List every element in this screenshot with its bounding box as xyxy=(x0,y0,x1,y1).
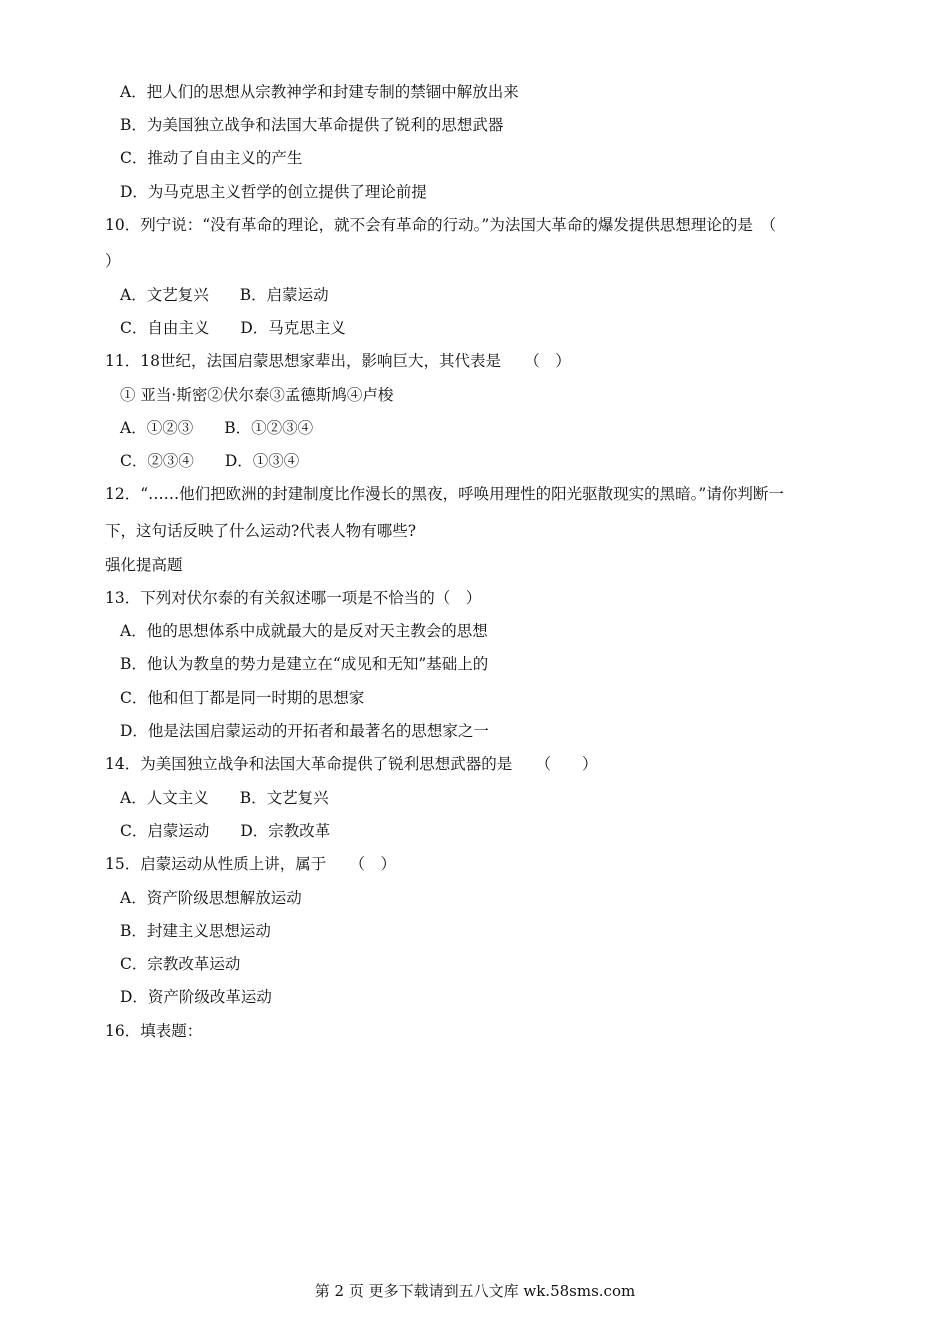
q13-option-d: D．他是法国启蒙运动的开拓者和最著名的思想家之一 xyxy=(120,722,489,740)
q9-option-c: C．推动了自由主义的产生 xyxy=(120,149,303,167)
q15-option-c: C．宗教改革运动 xyxy=(120,955,241,973)
q10-options-row2: C．自由主义 D．马克思主义 xyxy=(120,319,346,337)
section-heading: 强化提高题 xyxy=(105,556,183,574)
q13-option-a: A．他的思想体系中成就最大的是反对天主教会的思想 xyxy=(120,622,488,640)
q15-option-d: D．资产阶级改革运动 xyxy=(120,988,272,1006)
q9-option-d: D．为马克思主义哲学的创立提供了理论前提 xyxy=(120,183,427,201)
q14-options-row2: C．启蒙运动 D．宗教改革 xyxy=(120,822,331,840)
q11-options-row2: C．②③④ D．①③④ xyxy=(120,452,300,470)
q10-stem-line1: 10．列宁说：“没有革命的理论，就不会有革命的行动。”为法国大革命的爆发提供思想理论的是 （ xyxy=(105,216,777,234)
q10-options-row1: A．文艺复兴 B．启蒙运动 xyxy=(120,286,329,304)
q14-stem: 14．为美国独立战争和法国大革命提供了锐利思想武器的是 （ ） xyxy=(105,755,598,773)
q13-stem: 13．下列对伏尔泰的有关叙述哪一项是不恰当的（ ） xyxy=(105,589,482,607)
q15-stem: 15．启蒙运动从性质上讲，属于 （ ） xyxy=(105,855,396,873)
q11-options-row1: A．①②③ B．①②③④ xyxy=(120,419,314,437)
q15-option-b: B．封建主义思想运动 xyxy=(120,922,271,940)
q11-items: ① 亚当·斯密②伏尔泰③孟德斯鸠④卢梭 xyxy=(120,386,394,404)
q13-option-c: C．他和但丁都是同一时期的思想家 xyxy=(120,689,365,707)
q10-stem-line2: ） xyxy=(105,252,121,270)
page-footer: 第 2 页 更多下载请到五八文库 wk.58sms.com xyxy=(314,1282,636,1300)
q11-stem: 11．18世纪，法国启蒙思想家辈出，影响巨大，其代表是 （ ） xyxy=(105,352,571,370)
q13-option-b: B．他认为教皇的势力是建立在“成见和无知”基础上的 xyxy=(120,655,489,673)
q16-stem: 16．填表题： xyxy=(105,1022,203,1040)
q12-stem-line1: 12．“……他们把欧洲的封建制度比作漫长的黑夜，呼唤用理性的阳光驱散现实的黑暗。”请你判断一 xyxy=(105,485,784,503)
q12-stem-line2: 下，这句话反映了什么运动?代表人物有哪些? xyxy=(105,522,417,540)
q15-option-a: A．资产阶级思想解放运动 xyxy=(120,889,302,907)
q9-option-a: A．把人们的思想从宗教神学和封建专制的禁锢中解放出来 xyxy=(120,83,519,101)
q14-options-row1: A．人文主义 B．文艺复兴 xyxy=(120,789,329,807)
q9-option-b: B．为美国独立战争和法国大革命提供了锐利的思想武器 xyxy=(120,116,504,134)
